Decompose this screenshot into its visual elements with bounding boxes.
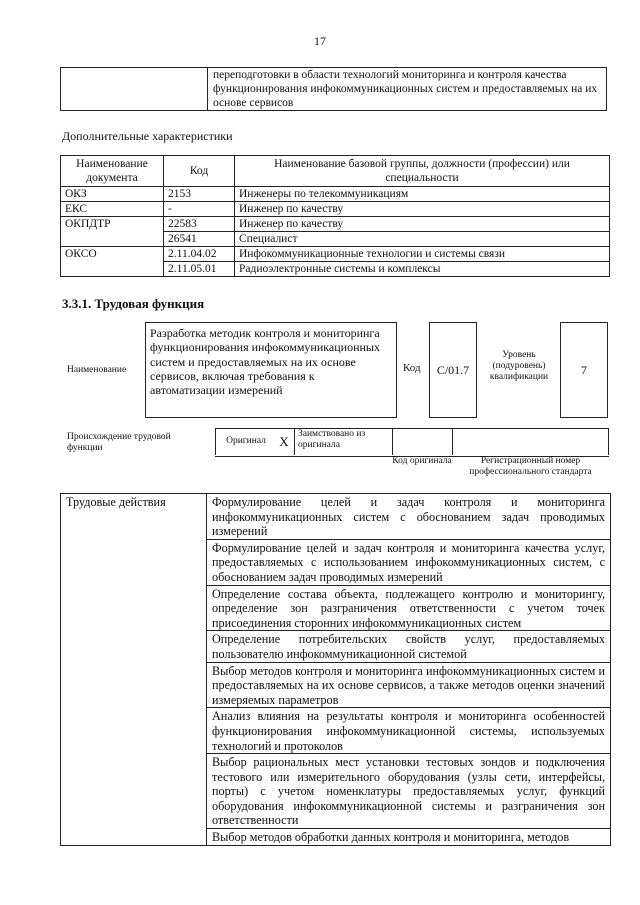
origin-code-cell [392, 428, 453, 455]
function-name-box: Разработка методик контроля и мониторинга функционирования инфокоммуникационных систем и предоставляемых на их основе сервисов, включая требования к автоматизации измерений [145, 322, 397, 418]
level-value-box: 7 [560, 322, 608, 418]
row-document: ОКСО [61, 247, 164, 277]
header-name: Наименование базовой группы, должности (профессии) или специальности [235, 156, 610, 187]
borrowed-label: Заимствовано из оригинала [294, 428, 392, 455]
reg-number-caption: Регистрационный номер профессионального стандарта [469, 456, 592, 477]
row-name: Инженер по качеству [235, 217, 610, 232]
table-row [61, 202, 610, 217]
row-name: Инженер по качеству [235, 202, 610, 217]
extra-characteristics-title: Дополнительные характеристики [62, 129, 233, 143]
row-code: 22583 [164, 217, 235, 232]
row-name: Инженеры по телекоммуникациям [235, 187, 610, 202]
name-label: Наименование [67, 365, 127, 375]
row-document: ОКПДТР [61, 217, 164, 247]
labor-actions-table [60, 493, 611, 846]
header-code: Код [164, 156, 235, 187]
action-item: Выбор методов контроля и мониторинга инфокоммуникационных систем и предоставляемых на их основе сервисов, а также методов оценки значений измеряемых параметров [207, 662, 611, 708]
characteristics-header-row [61, 156, 610, 187]
code-label: Код [403, 362, 421, 374]
table-row [61, 247, 610, 262]
original-mark: X [279, 433, 289, 449]
row-document: ЕКС [61, 202, 164, 217]
page-number: 17 [314, 34, 326, 48]
section-title: 3.3.1. Трудовая функция [62, 296, 205, 311]
level-label: Уровень (подуровень) квалификации [489, 350, 549, 382]
continued-table [60, 67, 607, 111]
origin-label: Происхождение трудовой функции [67, 432, 171, 453]
row-name: Инфокоммуникационные технологии и системы связи [235, 247, 610, 262]
row-code: 2.11.05.01 [164, 262, 235, 277]
row-code: 26541 [164, 232, 235, 247]
code-original-caption: Код оригинала [392, 456, 452, 466]
row-code: - [164, 202, 235, 217]
row-name: Специалист [235, 232, 610, 247]
header-document: Наименование документа [61, 156, 164, 187]
action-item: Выбор рациональных мест установки тестовых зондов и подключения тестового или измерительного оборудования (узлы сети, интерфейсы, порты) с учетом номенклатуры предоставляемых услуг, функций оборудования инфокоммуникационной системы и разграничения зон ответственности [207, 754, 611, 829]
table-row [61, 217, 610, 232]
action-item: Формулирование целей и задач контроля и мониторинга качества услуг, предоставляемых с использованием инфокоммуникационных систем, с обоснованием задач проводимых измерений [207, 539, 611, 585]
row-code: 2.11.04.02 [164, 247, 235, 262]
continued-empty-cell [61, 68, 208, 111]
action-item: Анализ влияния на результаты контроля и мониторинга особенностей функционирования инфокоммуникационной системы, используемых технологий и протоколов [207, 708, 611, 754]
table-row [61, 187, 610, 202]
action-item: Формулирование целей и задач контроля и мониторинга инфокоммуникационных систем с обоснованием задач проводимых измерений [207, 494, 611, 540]
origin-reg-cell [452, 428, 609, 455]
function-code-box: C/01.7 [429, 322, 477, 418]
action-item: Выбор методов обработки данных контроля и мониторинга, методов [207, 829, 611, 846]
continued-text-cell: переподготовки в области технологий мониторинга и контроля качества функционирования инфокоммуникационных систем и предоставляемых на их основе сервисов [208, 68, 607, 111]
table-row [61, 494, 611, 540]
original-label: Оригинал [215, 428, 276, 455]
action-item: Определение состава объекта, подлежащего контролю и мониторингу, определение зон разграничения ответственности с учетом точек присоединения сторонних инфокоммуникационных систем [207, 585, 611, 631]
action-item: Определение потребительских свойств услуг, предоставляемых пользователю инфокоммуникационной системой [207, 631, 611, 662]
row-code: 2153 [164, 187, 235, 202]
row-name: Радиоэлектронные системы и комплексы [235, 262, 610, 277]
row-document: ОКЗ [61, 187, 164, 202]
actions-label: Трудовые действия [61, 494, 207, 846]
characteristics-table [60, 155, 610, 277]
